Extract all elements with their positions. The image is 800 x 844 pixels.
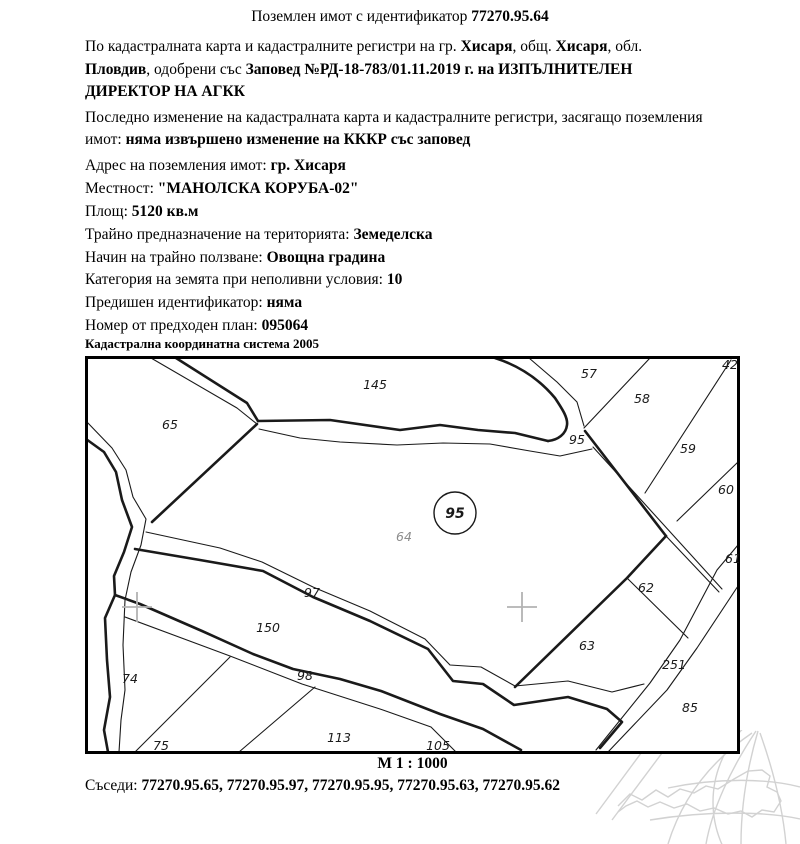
- row-value: няма: [266, 294, 303, 312]
- parcel-label-59: 59: [680, 441, 696, 456]
- info-row-land-use: [85, 247, 733, 270]
- map-background: [85, 356, 740, 754]
- parcel-label-62: 62: [638, 580, 654, 595]
- info-row-address: [85, 155, 733, 178]
- row-value: 5120 кв.м: [131, 202, 199, 220]
- road-label-97: 97: [304, 585, 320, 600]
- row-label: Номер от предходен план:: [85, 317, 262, 335]
- region-name: Пловдив: [85, 60, 147, 78]
- row-label: Начин на трайно ползване:: [85, 248, 267, 266]
- parcel-label-74: 74: [122, 671, 138, 686]
- subject-parcel-label-64: 64: [396, 529, 412, 544]
- row-label: Местност:: [85, 179, 158, 197]
- row-value: 10: [386, 271, 403, 289]
- info-row-previous-identifier: [85, 292, 733, 315]
- parcel-label-150: 150: [256, 620, 280, 635]
- row-label: Адрес на поземления имот:: [85, 156, 271, 174]
- text-segment: Последно изменение на кадастралната карта и кадастралните регистри, засягащо поземления: [85, 108, 703, 126]
- globe-parallel: [650, 813, 800, 820]
- globe-meridian: [760, 733, 786, 844]
- road-label-251: 251: [662, 657, 686, 672]
- property-identifier: 77270.95.64: [471, 8, 549, 25]
- parcel-label-60: 60: [718, 482, 734, 497]
- info-row-category: [85, 269, 733, 292]
- info-row-previous-plan-number: [85, 315, 733, 338]
- text-segment: , одобрени със: [146, 60, 246, 78]
- row-value: гр. Хисаря: [270, 156, 346, 174]
- row-label: Трайно предназначение на територията:: [85, 225, 354, 243]
- map-scale-label: М 1 : 1000: [377, 755, 448, 772]
- row-label: Категория на земята при неполивни условия:: [85, 271, 387, 289]
- text-segment: По кадастралната карта и кадастралните регистри на гр.: [85, 38, 461, 55]
- paragraph-last-change: [85, 107, 733, 152]
- town-name: Хисаря: [460, 38, 513, 55]
- text-segment: , общ.: [512, 38, 556, 55]
- info-row-territory-purpose: [85, 224, 733, 247]
- neighbors-label: Съседи:: [85, 777, 142, 794]
- title-text: Поземлен имот с идентификатор: [251, 8, 472, 25]
- road-label-98: 98: [297, 668, 313, 683]
- cadastral-map-svg: [85, 356, 740, 754]
- document-title: [0, 6, 800, 28]
- parcel-label-105: 105: [426, 738, 450, 753]
- parcel-label-113: 113: [327, 730, 351, 745]
- info-row-locality: [85, 178, 733, 201]
- road-label-95: 95: [569, 432, 585, 447]
- neighbors-line: [85, 777, 560, 795]
- row-value: "МАНОЛСКА КОРУБА-02": [157, 179, 359, 197]
- neighbors-value: 77270.95.65, 77270.95.97, 77270.95.95, 77270.95.63, 77270.95.62: [141, 777, 560, 794]
- parcel-label-58: 58: [634, 391, 650, 406]
- last-change-value: няма извършено изменение на КККР със заповед: [125, 131, 471, 149]
- coordinate-system-heading: Кадастрална координатна система 2005: [85, 336, 319, 351]
- authority-name: ДИРЕКТОР НА АГКК: [85, 83, 245, 101]
- row-value: Земеделска: [353, 225, 433, 243]
- parcel-label-145: 145: [363, 377, 387, 392]
- text-segment: , обл.: [607, 38, 643, 55]
- municipality-name: Хисаря: [555, 38, 608, 55]
- info-row-area: [85, 201, 733, 224]
- parcel-label-85: 85: [682, 700, 698, 715]
- order-reference: Заповед №РД-18-783/01.11.2019 г. на ИЗПЪЛНИТЕЛЕН: [245, 60, 633, 78]
- row-label: Площ:: [85, 202, 132, 220]
- globe-parallel: [668, 780, 800, 788]
- subject-parcel-circle-label: 95: [445, 506, 465, 522]
- parcel-label-57: 57: [581, 366, 597, 381]
- bulgaria-outline: [618, 770, 781, 817]
- parcel-label-63: 63: [579, 638, 595, 653]
- row-value: 095064: [261, 317, 309, 335]
- parcel-label-42: 42: [722, 357, 738, 372]
- row-value: Овощна градина: [266, 248, 386, 266]
- globe-meridian: [741, 731, 758, 844]
- document-text-block: [85, 36, 733, 338]
- text-segment: имот:: [85, 131, 126, 149]
- parcel-label-75: 75: [153, 738, 169, 753]
- paragraph-approval: [85, 36, 733, 104]
- row-label: Предишен идентификатор:: [85, 294, 267, 312]
- parcel-label-65: 65: [162, 417, 178, 432]
- parcel-label-61: 61: [725, 551, 740, 566]
- cadastral-map: [85, 356, 740, 754]
